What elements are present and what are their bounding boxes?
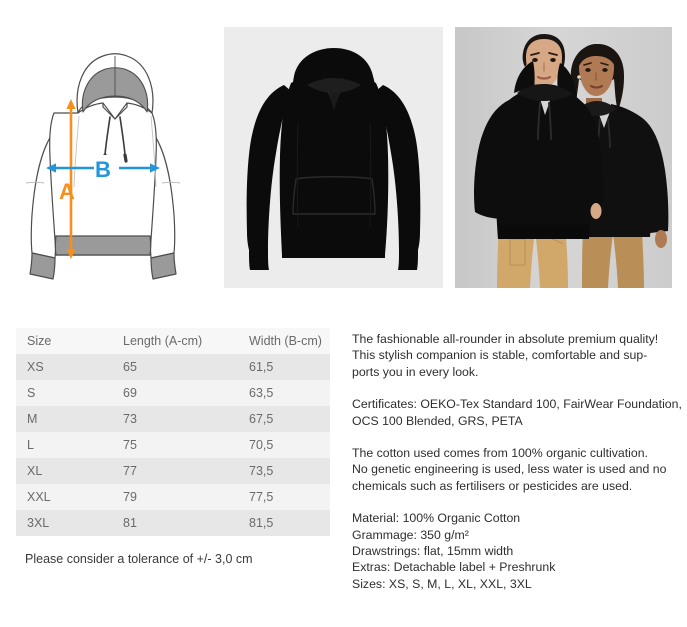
cell-length: 81 (123, 516, 137, 530)
cell-length: 75 (123, 438, 137, 452)
intro-line-1: The fashionable all-rounder in absolute premium quality! (352, 332, 659, 346)
cell-length: 79 (123, 490, 137, 504)
cell-size: 3XL (27, 516, 50, 530)
product-image-strip (0, 27, 687, 288)
cell-width: 67,5 (249, 412, 274, 426)
hoodie-technical-drawing (16, 27, 212, 288)
spec-material: Material: 100% Organic Cotton (352, 511, 521, 526)
cell-length: 73 (123, 412, 137, 426)
product-description-column (352, 331, 682, 592)
table-row (16, 510, 330, 536)
cell-length: 65 (123, 360, 137, 374)
cell-size: S (27, 386, 36, 400)
table-row (16, 406, 330, 432)
technical-drawing-panel (16, 27, 212, 288)
table-row (16, 458, 330, 484)
cell-width: 77,5 (249, 490, 274, 504)
certificates-line-1: Certificates: OEKO-Tex Standard 100, FairWear Foundation, (352, 397, 682, 412)
cotton-line-2: No genetic engineering is used, less water is used and no (352, 462, 667, 477)
cell-width: 70,5 (249, 438, 274, 452)
measurement-label-b: B (95, 157, 111, 182)
cuff-right (151, 253, 176, 279)
table-row (16, 484, 330, 510)
intro-line-3: ports you in every look. (352, 364, 479, 379)
column-header-width: Width (B-cm) (249, 334, 322, 348)
description-intro-block (352, 331, 659, 380)
spec-drawstrings: Drawstrings: flat, 15mm width (352, 544, 514, 559)
hoodie-product-photo (224, 27, 443, 288)
cell-size: XS (27, 360, 44, 374)
measurement-label-a: A (59, 179, 75, 204)
cell-length: 69 (123, 386, 137, 400)
certificates-line-2: OCS 100 Blended, GRS, PETA (352, 413, 523, 428)
table-row (16, 380, 330, 406)
spec-extras: Extras: Detachable label + Preshrunk (352, 560, 556, 575)
cell-size: XL (27, 464, 43, 478)
description-cotton-block (352, 445, 667, 494)
cuff-left (30, 253, 55, 279)
cell-size: XXL (27, 490, 51, 504)
description-specs-block (352, 510, 652, 592)
description-certificates-block (352, 396, 682, 429)
size-chart-table (16, 328, 330, 536)
cell-width: 81,5 (249, 516, 274, 530)
cell-size: L (27, 438, 34, 452)
tolerance-note: Please consider a tolerance of +/- 3,0 cm (25, 552, 253, 566)
cell-width: 63,5 (249, 386, 274, 400)
models-wearing-hoodie-photo (455, 27, 672, 288)
table-header-row (16, 328, 330, 354)
spec-sizes: Sizes: XS, S, M, L, XL, XXL, 3XL (352, 576, 532, 591)
cell-width: 61,5 (249, 360, 274, 374)
table-row (16, 354, 330, 380)
intro-line-2: This stylish companion is stable, comfortable and sup- (352, 348, 648, 363)
product-photo-panel (224, 27, 443, 288)
cell-width: 73,5 (249, 464, 274, 478)
model-photo-panel (455, 27, 672, 288)
table-row (16, 432, 330, 458)
column-header-size: Size (27, 334, 52, 348)
cell-size: M (27, 412, 38, 426)
spec-grammage: Grammage: 350 g/m² (352, 527, 469, 542)
cell-length: 77 (123, 464, 137, 478)
column-header-length: Length (A-cm) (123, 334, 203, 348)
cotton-line-1: The cotton used comes from 100% organic cultivation. (352, 446, 648, 461)
cotton-line-3: chemicals such as fertilisers or pesticides are used. (352, 478, 633, 493)
